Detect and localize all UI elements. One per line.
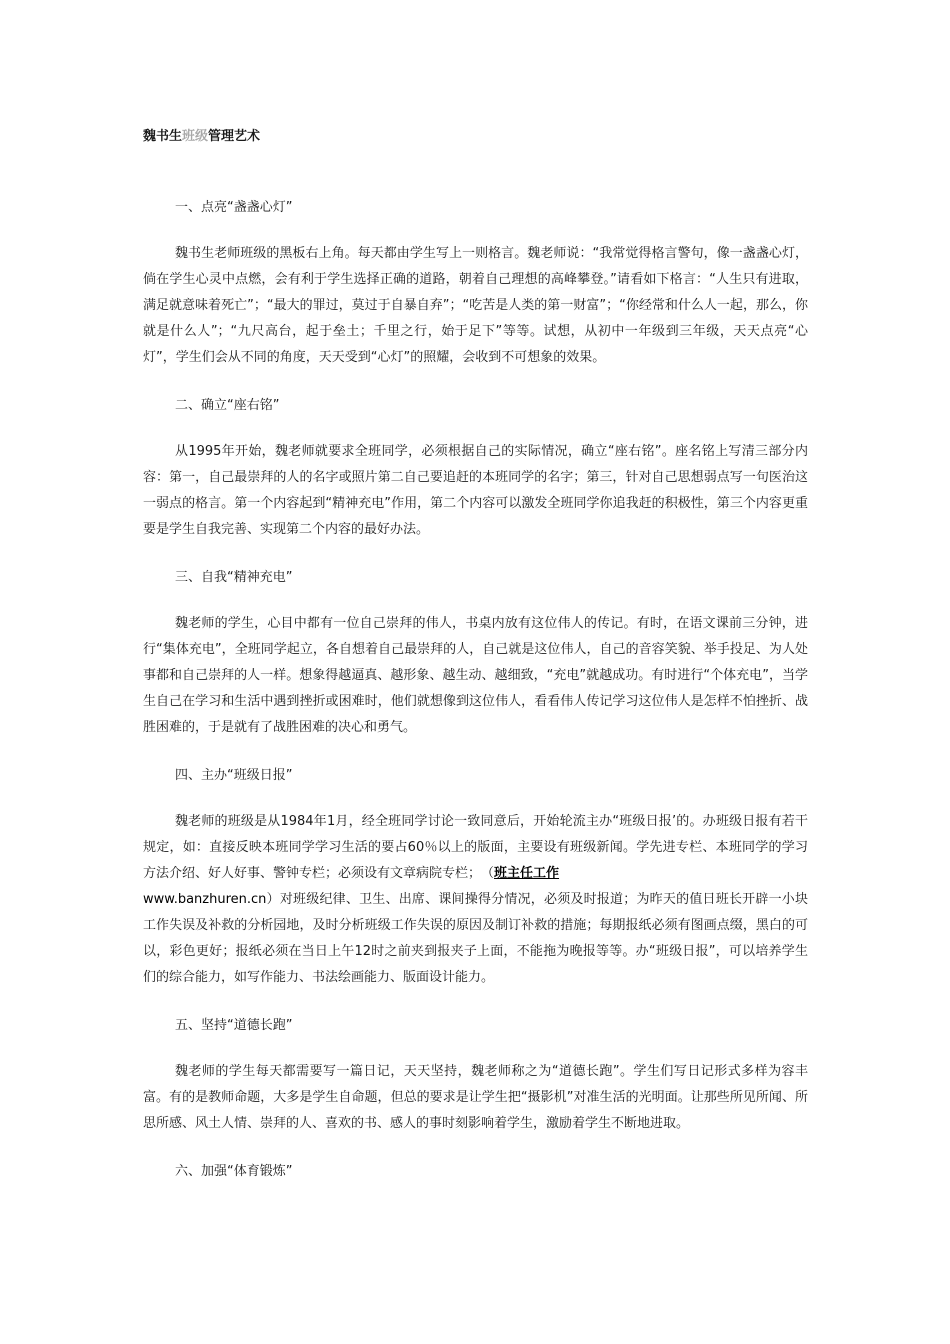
title-part-art: 管理艺术	[208, 129, 261, 144]
banzhuren-url[interactable]: www.banzhuren.cn	[143, 892, 267, 907]
section-heading-5: 五、坚持“道德长跑”	[175, 1018, 293, 1033]
document-title	[143, 127, 260, 147]
section-heading-2: 二、确立“座右铭”	[175, 398, 280, 413]
section-paragraph-4	[143, 809, 808, 991]
section-paragraph-1: 魏书生老师班级的黑板右上角。每天都由学生写上一则格言。魏老师说：“我常觉得格言警句，像一盏盏心灯，倘在学生心灵中点燃，会有利于学生选择正确的道路，朝着自己理想的高峰攀登。”请看如下格言：“人生只有进取，满足就意味着死亡”；“最大的罪过，莫过于自暴自弃”；“吃苦是人类的第一财富”；“你经常和什么人一起，那么，你就是什么人”；“九尺高台，起于垒土；千里之行，始于足下”等等。试想，从初中一年级到三年级，天天点亮“心灯”，学生们会从不同的角度，天天受到“心灯”的照耀，会收到不可想象的效果。	[143, 246, 808, 365]
document-body	[143, 195, 808, 1185]
section-heading-3: 三、自我“精神充电”	[175, 570, 293, 585]
title-part-class: 班级	[182, 129, 209, 144]
section-heading-1: 一、点亮“盏盏心灯”	[175, 200, 293, 215]
banzhuren-link[interactable]: 班主任工作	[494, 866, 560, 881]
paragraph-4-text-after: ）对班级纪律、卫生、出席、课间操得分情况，必须及时报道；为昨天的值日班长开辟一小块工作失误及补救的分析园地，及时分析班级工作失误的原因及制订补救的措施；每期报纸必须有图画点缀，黑白的可以，彩色更好；报纸必须在当日上午12时之前夹到报夹子上面，不能拖为晚报等等。办“班级日报”，可以培养学生们的综合能力，如写作能力、书法绘画能力、版面设计能力。	[143, 892, 808, 985]
section-heading-4: 四、主办“班级日报”	[175, 768, 293, 783]
section-paragraph-2: 从1995年开始，魏老师就要求全班同学，必须根据自己的实际情况，确立“座右铭”。座名铭上写清三部分内容：第一，自己最崇拜的人的名字或照片第二自己要追赶的本班同学的名字；第三，针对自己思想弱点写一句医治这一弱点的格言。第一个内容起到“精神充电”作用，第二个内容可以激发全班同学你追我赶的积极性，第三个内容更重要是学生自我完善、实现第二个内容的最好办法。	[143, 444, 808, 537]
paragraph-4-text-before: 魏老师的班级是从1984年1月，经全班同学讨论一致同意后，开始轮流主办“班级日报’的。办班级日报有若干规定，如：直接反映本班同学学习生活的要占60％以上的版面，主要设有班级新闻。学先进专栏、本班同学的学习方法介绍、好人好事、警钟专栏；必须设有文章病院专栏； （	[143, 814, 808, 881]
section-paragraph-5: 魏老师的学生每天都需要写一篇日记，天天坚持，魏老师称之为“道德长跑”。学生们写日记形式多样为容丰富。有的是教师命题，大多是学生自命题，但总的要求是让学生把“摄影机”对准生活的光明面。让那些所见所闻、所思所感、风土人情、崇拜的人、喜欢的书、感人的事时刻影响着学生，激励着学生不断地进取。	[143, 1064, 808, 1131]
section-heading-6: 六、加强“体育锻炼”	[175, 1164, 293, 1179]
section-paragraph-3: 魏老师的学生，心目中都有一位自己崇拜的伟人，书桌内放有这位伟人的传记。有时，在语文课前三分钟，进行“集体充电”，全班同学起立，各自想着自己最崇拜的人，自己就是这位伟人，自己的音容笑貌、举手投足、为人处事都和自己崇拜的人一样。想象得越逼真、越形象、越生动、越细致，“充电”就越成功。有时进行“个体充电”，当学生自己在学习和生活中遇到挫折或困难时，他们就想像到这位伟人，看看伟人传记学习这位伟人是怎样不怕挫折、战胜困难的，于是就有了战胜困难的决心和勇气。	[143, 616, 808, 735]
title-part-name: 魏书生	[143, 129, 183, 144]
